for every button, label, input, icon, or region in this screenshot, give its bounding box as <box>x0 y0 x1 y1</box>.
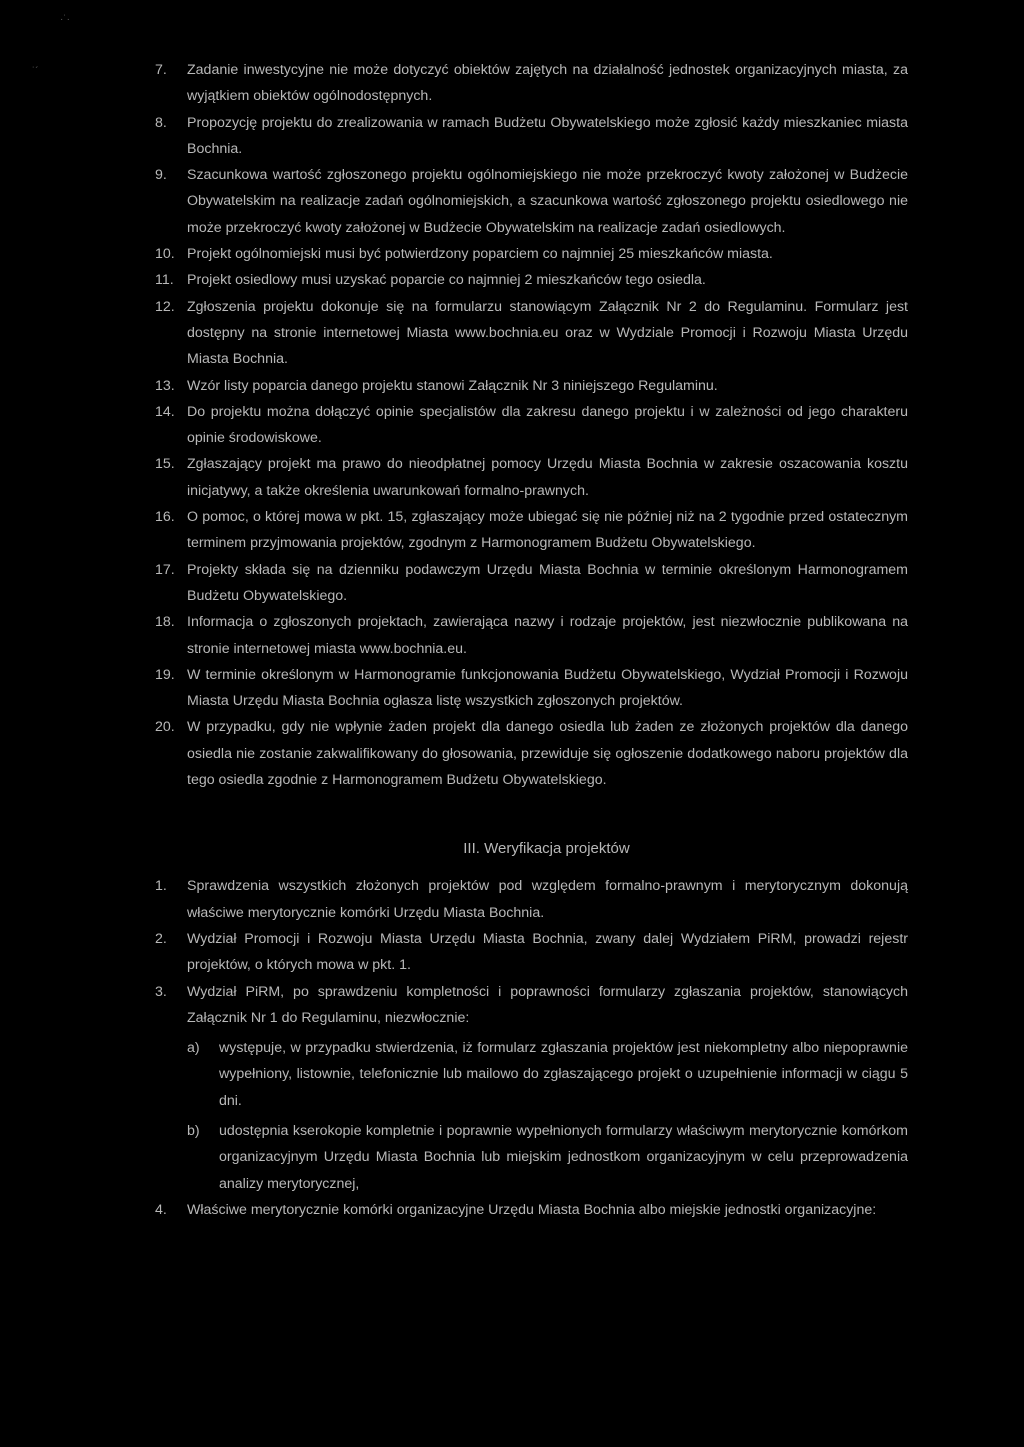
sub-item-letter: a) <box>187 1040 200 1057</box>
list-item <box>155 57 908 110</box>
item-text: Zgłaszający projekt ma prawo do nieodpłatnej pomocy Urzędu Miasta Bochnia w zakresie oszacowania kosztu inicjatywy, a także określenia uwarunkowań formalno-prawnych. <box>187 456 908 499</box>
item-text: Projekt ogólnomiejski musi być potwierdzony poparciem co najmniej 25 mieszkańców miasta. <box>187 246 773 263</box>
item-number: 2. <box>155 930 167 947</box>
sub-item-text: udostępnia kserokopie kompletnie i poprawnie wypełnionych formularzy właściwym merytorycznie komórkom organizacyjnym Urzędu Miasta Bochnia lub miejskim jednostkom organizacyjnym w celu przeprowadzenia analizy merytorycznej, <box>219 1122 908 1192</box>
item-text: Wydział PiRM, po sprawdzeniu kompletności i poprawności formularzy zgłaszania projektów, stanowiących Załącznik Nr 1 do Regulaminu, niezwłocznie: <box>187 983 908 1026</box>
item-text: Właściwe merytorycznie komórki organizacyjne Urzędu Miasta Bochnia albo miejskie jednostki organizacyjne: <box>187 1201 877 1218</box>
item-number: 14. <box>155 403 175 420</box>
list-item <box>155 926 908 979</box>
item-number: 12. <box>155 298 175 315</box>
document-body <box>155 57 908 1223</box>
item-text: Projekt osiedlowy musi uzyskać poparcie co najmniej 2 mieszkańców tego osiedla. <box>187 272 706 289</box>
sub-list-item <box>155 1035 908 1114</box>
item-number: 7. <box>155 62 167 78</box>
list-item <box>155 662 908 715</box>
scan-speck: ·˙· <box>60 14 70 25</box>
item-text: Wzór listy poparcia danego projektu stanowi Załącznik Nr 3 niniejszego Regulaminu. <box>187 377 718 394</box>
list-item <box>155 873 908 926</box>
item-number: 17. <box>155 561 175 578</box>
item-text: Propozycję projektu do zrealizowania w ramach Budżetu Obywatelskiego może zgłosić każdy mieszkaniec miasta Bochnia. <box>187 114 908 157</box>
list-item <box>155 267 908 293</box>
item-text: W przypadku, gdy nie wpłynie żaden projekt dla danego osiedla lub żaden ze złożonych projektów dla danego osiedla nie zostanie zakwalifikowany do głosowania, przewiduje się ogłoszenie dodatkowego naboru projektów dla tego osiedla zgodnie z Harmonogramem Budżetu Obywatelskiego. <box>187 719 908 789</box>
list-item <box>155 373 908 399</box>
section-title: III. Weryfikacja projektów <box>463 840 630 858</box>
sub-item-text: występuje, w przypadku stwierdzenia, iż formularz zgłaszania projektów jest niekompletny albo niepoprawnie wypełniony, listownie, telefonicznie lub mailowo do zgłaszającego projekt o uzupełnienie informacji w ciągu 5 dni. <box>219 1040 908 1109</box>
item-number: 9. <box>155 167 167 184</box>
list-item <box>155 241 908 267</box>
item-number: 19. <box>155 666 175 683</box>
list-item <box>155 714 908 793</box>
list-item <box>155 451 908 504</box>
list-item <box>155 557 908 610</box>
item-number: 3. <box>155 983 167 1000</box>
list-top <box>155 57 908 793</box>
item-text: W terminie określonym w Harmonogramie funkcjonowania Budżetu Obywatelskiego, Wydział Promocji i Rozwoju Miasta Urzędu Miasta Bochnia ogłasza listę wszystkich zgłoszonych projektów. <box>187 666 908 710</box>
list-item <box>155 609 908 662</box>
item-number: 10. <box>155 246 175 263</box>
list-item <box>155 110 908 163</box>
item-text: Projekty składa się na dzienniku podawczym Urzędu Miasta Bochnia w terminie określonym Harmonogramem Budżetu Obywatelskiego. <box>187 561 908 604</box>
item-text: Zgłoszenia projektu dokonuje się na formularzu stanowiącym Załącznik Nr 2 do Regulaminu. Formularz jest dostępny na stronie internetowej Miasta www.bochnia.eu oraz w Wydziale Promocji i Rozwoju Miasta Urzędu Miasta Bochnia. <box>187 298 908 368</box>
list-item <box>155 294 908 373</box>
scan-speck: ˙´ <box>32 66 39 77</box>
sub-item-letter: b) <box>187 1122 200 1139</box>
item-number: 8. <box>155 114 167 131</box>
item-number: 1. <box>155 878 167 895</box>
item-text: Zadanie inwestycyjne nie może dotyczyć obiektów zajętych na działalność jednostek organizacyjnych miasta, za wyjątkiem obiektów ogólnodostępnych. <box>187 62 908 105</box>
item-number: 20. <box>155 719 175 736</box>
sub-list-item <box>155 1118 908 1197</box>
list-item <box>155 504 908 557</box>
item-text: Szacunkowa wartość zgłoszonego projektu ogólnomiejskiego nie może przekroczyć kwoty założonej w Budżecie Obywatelskim na realizacje zadań ogólnomiejskich, a szacunkowa wartość zgłoszonego projektu osiedlowego nie może przekroczyć kwoty założonej w Budżecie Obywatelskim na realizacje zadań osiedlowych. <box>187 167 908 236</box>
item-text: Informacja o zgłoszonych projektach, zawierająca nazwy i rodzaje projektów, jest niezwłocznie publikowana na stronie internetowej miasta www.bochnia.eu. <box>187 614 908 657</box>
list-item <box>155 979 908 1032</box>
item-number: 15. <box>155 456 175 473</box>
item-number: 13. <box>155 377 175 394</box>
item-text: Wydział Promocji i Rozwoju Miasta Urzędu Miasta Bochnia, zwany dalej Wydziałem PiRM, prowadzi rejestr projektów, o których mowa w pkt. 1. <box>187 930 908 974</box>
list-item <box>155 162 908 241</box>
item-text: Do projektu można dołączyć opinie specjalistów dla zakresu danego projektu i w zależności od jego charakteru opinie środowiskowe. <box>187 403 908 447</box>
list-item <box>155 399 908 452</box>
item-number: 18. <box>155 614 175 631</box>
item-number: 11. <box>155 272 174 289</box>
item-text: O pomoc, o której mowa w pkt. 15, zgłaszający może ubiegać się nie później niż na 2 tygodnie przed ostatecznym terminem przyjmowania projektów, zgodnym z Harmonogramem Budżetu Obywatelskiego. <box>187 509 908 552</box>
item-number: 4. <box>155 1201 167 1218</box>
list-bottom <box>155 873 908 1223</box>
list-item <box>155 1197 908 1223</box>
item-number: 16. <box>155 509 175 526</box>
item-text: Sprawdzenia wszystkich złożonych projektów pod względem formalno-prawnym i merytorycznym dokonują właściwe merytorycznie komórki Urzędu Miasta Bochnia. <box>187 878 908 921</box>
